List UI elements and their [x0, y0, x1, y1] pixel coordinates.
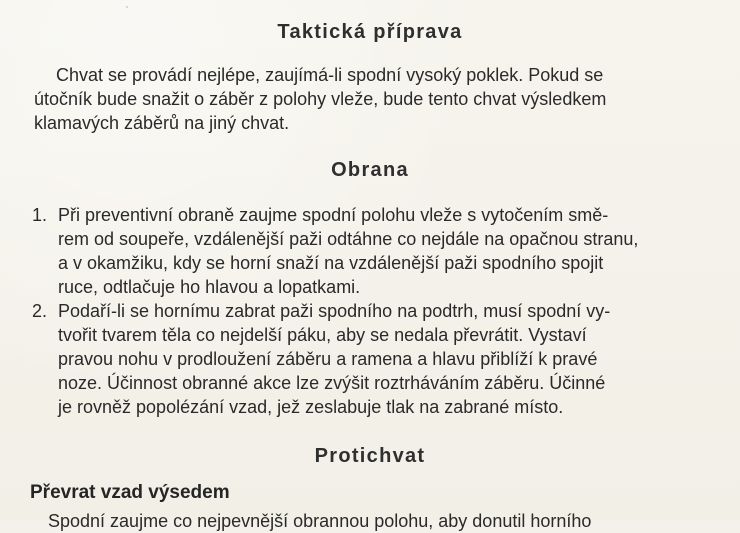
- intro-paragraph: [34, 63, 710, 135]
- list-line: Podaří-li se hornímu zabrat paži spodního na podtrh, musí spodní vy-: [58, 301, 611, 321]
- list-line: noze. Účinnost obranné akce lze zvýšit roztrháváním záběru. Účinné: [58, 373, 606, 393]
- list-item: [32, 203, 716, 299]
- section-heading-defense: Obrana: [331, 159, 409, 181]
- section-heading-counter-hold: Protichvat: [314, 445, 426, 467]
- paragraph-line: klamavých záběrů na jiný chvat.: [34, 113, 290, 133]
- list-number: 1.: [32, 205, 48, 225]
- list-line: pravou nohu v prodloužení záběru a ramena a hlavu přiblíží k pravé: [58, 349, 598, 369]
- cut-off-paragraph-line: Spodní zaujme co nejpevnější obrannou polohu, aby donutil horního: [48, 511, 592, 531]
- subheading-backward-turnover: Převrat vzad výsedem: [30, 482, 230, 503]
- list-number: 2.: [32, 301, 48, 321]
- list-line: je rovněž popolézání vzad, jež zeslabuje tlak na zabrané místo.: [58, 397, 564, 417]
- section-heading-tactical-preparation: Taktická příprava: [277, 21, 463, 43]
- paragraph-line: Chvat se provádí nejlépe, zaujímá-li spodní vysoký poklek. Pokud se: [56, 65, 604, 85]
- list-line: ruce, odtlačuje ho hlavou a lopatkami.: [58, 277, 361, 297]
- list-line: a v okamžiku, kdy se horní snaží na vzdálenější paži spodního spojit: [58, 253, 604, 273]
- defense-list: [32, 203, 716, 419]
- list-line: tvořit tvarem těla co nejdelší páku, aby se nedala převrátit. Vystaví: [58, 325, 587, 345]
- paragraph-line: útočník bude snažit o záběr z polohy vleže, bude tento chvat výsledkem: [34, 89, 607, 109]
- list-line: rem od soupeře, vzdálenější paži odtáhne co nejdále na opačnou stranu,: [58, 229, 639, 249]
- list-line: Při preventivní obraně zaujme spodní polohu vleže s vytočením smě-: [58, 205, 609, 225]
- list-item: [32, 299, 716, 419]
- paper-speck: [126, 6, 128, 8]
